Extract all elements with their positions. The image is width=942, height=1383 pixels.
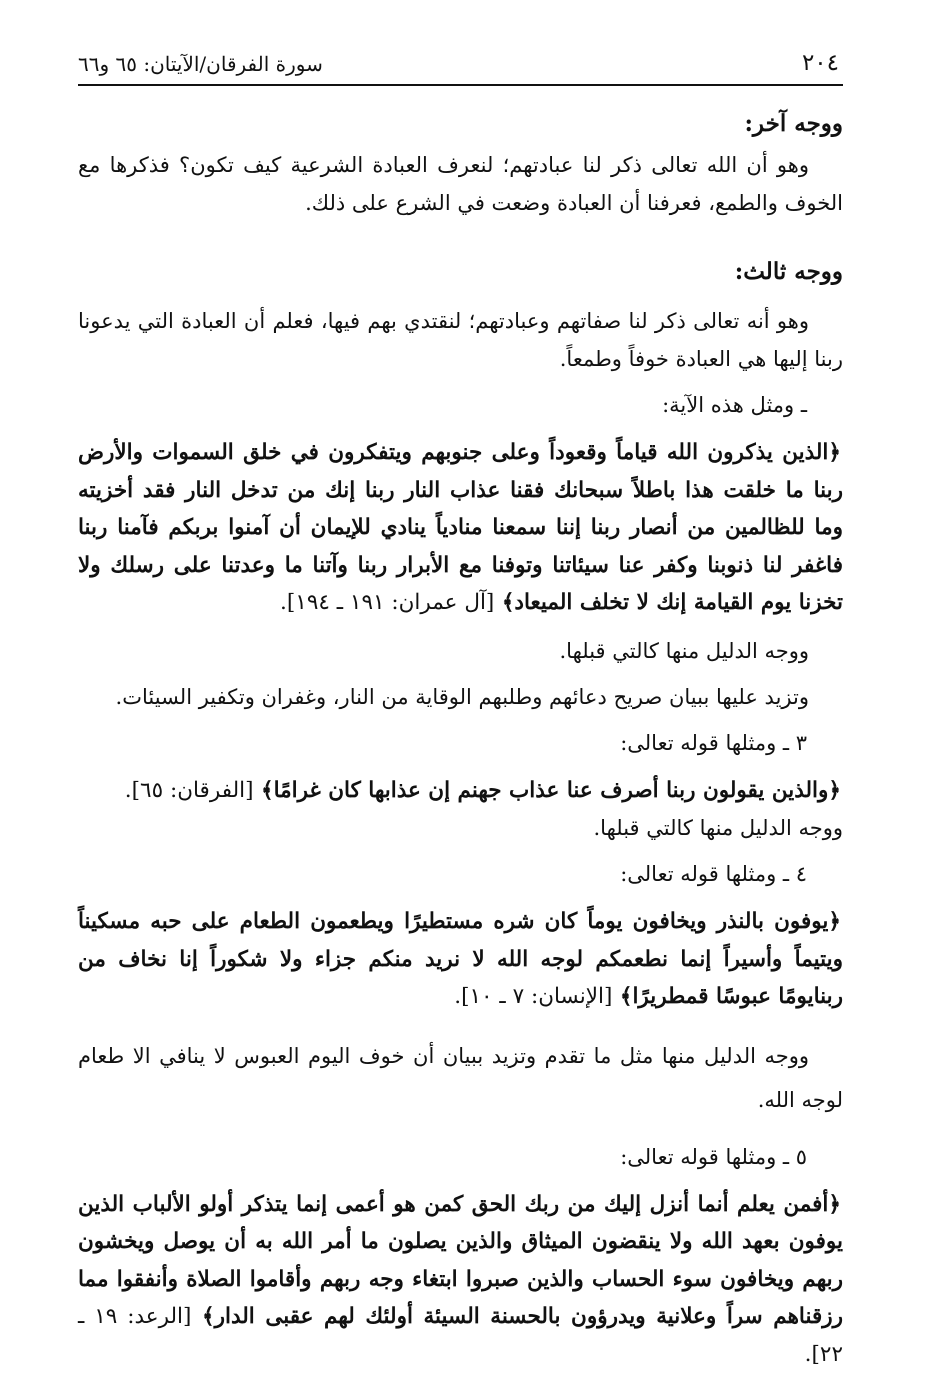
verse-reference: [الفرقان: ٦٥].	[124, 777, 254, 803]
running-title: سورة الفرقان/الآيتان: ٦٥ و٦٦	[78, 52, 323, 76]
quran-verse	[78, 903, 843, 1016]
page-number: ٢٠٤	[801, 50, 839, 76]
quran-verse	[78, 772, 843, 810]
page-header	[78, 40, 843, 86]
verse-reference: [آل عمران: ١٩١ ـ ١٩٤].	[280, 590, 495, 615]
section-heading-third-aspect: ووجه ثالث:	[734, 258, 843, 285]
paragraph: ووجه الدليل منها مثل ما تقدم وتزيد ببيان أن خوف اليوم العبوس لا ينافي الا طعام لوجه الله.	[78, 1043, 843, 1112]
verse-text: ﴿والذين يقولون ربنا أصرف عنا عذاب جهنم إن عذابها كان غرامًا﴾	[261, 777, 841, 803]
paragraph: ووجه الدليل منها كالتي قبلها.	[593, 816, 843, 840]
example-label: ـ ومثل هذه الآية:	[662, 393, 807, 417]
verse-text: ﴿يوفون بالنذر ويخافون يوماً كان شره مستطيرًا ويطعمون الطعام على حبه مسكيناً ويتيماً وأسيراً إنما نطعمكم لوجه الله لا نريد منكم جزاء ولا شكوراً إنا نخاف من ربنايومًا عبوسًا قمطريرًا﴾	[78, 909, 843, 1009]
verse-reference: [الرعد: ١٩ ـ ٢٢].	[78, 1304, 843, 1367]
section-heading-another-aspect: ووجه آخر:	[744, 110, 843, 137]
verse-text: ﴿الذين يذكرون الله قياماً وقعوداً وعلى جنوبهم ويتفكرون في خلق السموات والأرض ربنا ما خلقت هذا باطلاً سبحانك فقنا عذاب النار ربنا إنك من تدخل النار فقد أخزيته وما للظالمين من أنصار ربنا إننا سمعنا منادياً ينادي للإيمان أن آمنوا بربكم فآمنا ربنا فاغفر لنا ذنوبنا وكفر عنا سيئاتنا وتوفنا مع الأبرار ربنا وآتنا ما وعدتنا على رسلك ولا تخزنا يوم القيامة إنك لا تخلف الميعاد﴾	[78, 440, 843, 615]
paragraph: وهو أنه تعالى ذكر لنا صفاتهم وعبادتهم؛ لنقتدي بهم فيها، فعلم أن العبادة التي يدعونا ربنا إليها هي العبادة خوفاً وطمعاً.	[78, 309, 843, 371]
page-body	[78, 104, 843, 1383]
paragraph: وتزيد عليها ببيان صريح دعائهم وطلبهم الوقاية من النار، وغفران وتكفير السيئات.	[115, 684, 809, 709]
example-label: ٣ ـ ومثلها قوله تعالى:	[620, 730, 807, 755]
quran-verse	[78, 1186, 843, 1374]
verse-text: ﴿أفمن يعلم أنما أنزل إليك من ربك الحق كمن هو أعمى إنما يتذكر أولو الألباب الذين يوفون بعهد الله ولا ينقضون الميثاق والذين يصلون ما أمر الله به أن يوصل ويخشون ربهم ويخافون سوء الحساب والذين صبروا ابتغاء وجه ربهم وأقاموا الصلاة وأنفقوا مما رزقناهم سراً وعلانية ويدرؤون بالحسنة السيئة أولئك لهم عقبى الدار﴾	[78, 1191, 843, 1329]
paragraph: وهو أن الله تعالى ذكر لنا عبادتهم؛ لنعرف العبادة الشرعية كيف تكون؟ فذكرها مع الخوف والطمع، فعرفنا أن العبادة وضعت في الشرع على ذلك.	[78, 153, 843, 215]
example-label: ٤ ـ ومثلها قوله تعالى:	[620, 862, 807, 886]
quran-verse	[78, 434, 843, 622]
paragraph: ووجه الدليل منها كالتي قبلها.	[559, 638, 809, 663]
example-label: ٥ ـ ومثلها قوله تعالى:	[620, 1144, 807, 1169]
verse-reference: [الإنسان: ٧ ـ ١٠].	[454, 984, 613, 1009]
